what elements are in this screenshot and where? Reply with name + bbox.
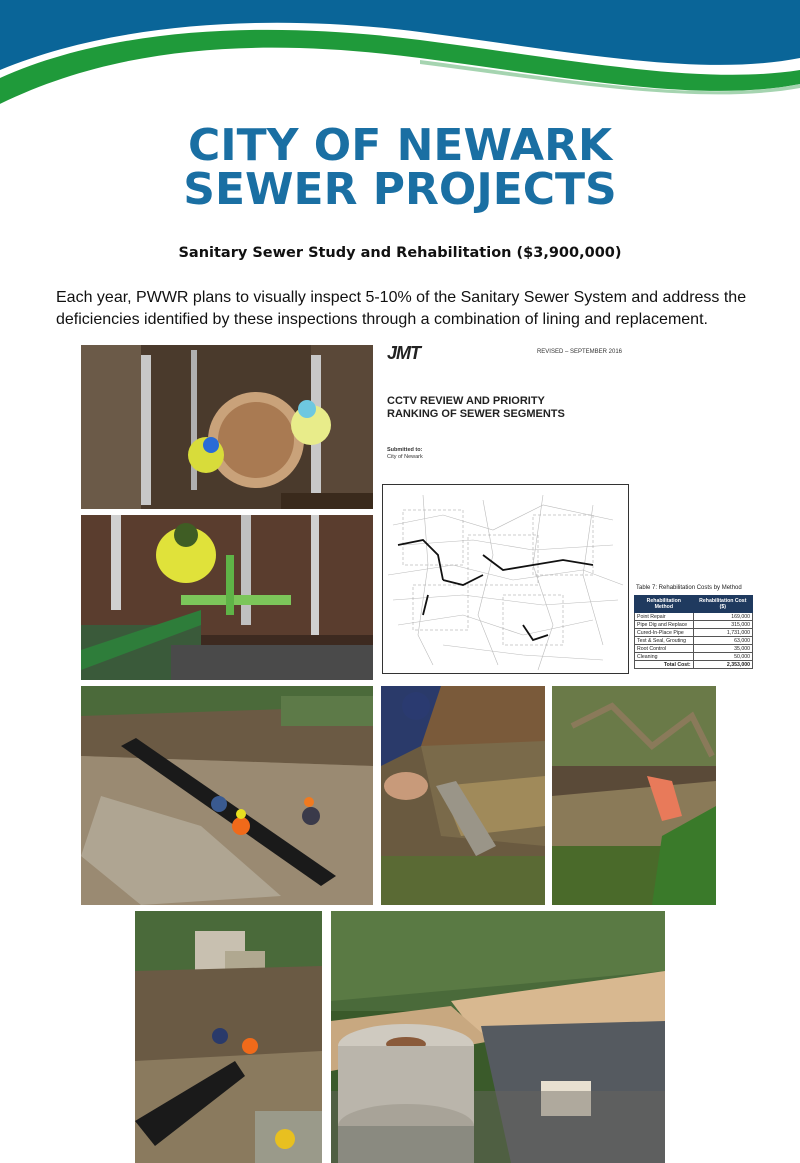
table-row	[635, 645, 753, 653]
table-total-row	[635, 661, 753, 669]
method-cell: Point Repair	[635, 613, 694, 621]
cost-cell: 63,000	[693, 637, 752, 645]
report-title-line-1: CCTV REVIEW AND PRIORITY	[387, 395, 545, 407]
total-value: 2,353,000	[693, 661, 752, 669]
project-description: Each year, PWWR plans to visually inspect 5-10% of the Sanitary Sewer System and address the deficiencies identified by these inspections through a combination of lining and replacement.	[56, 289, 747, 328]
table-row	[635, 653, 753, 661]
jmt-logo: JMT	[387, 343, 420, 363]
submitted-to: City of Newark	[387, 454, 423, 460]
total-label: Total Cost:	[635, 661, 694, 669]
submitted-label: Submitted to:	[387, 447, 423, 453]
title-line-2: SEWER PROJECTS	[183, 164, 617, 215]
photo-vault-worker	[81, 515, 373, 680]
table-row	[635, 637, 753, 645]
table-row	[635, 629, 753, 637]
cost-cell: 315,000	[693, 621, 752, 629]
col-method-header: Rehabilitation Method	[635, 596, 694, 613]
method-cell: Cured-In-Place Pipe	[635, 629, 694, 637]
method-cell: Cleaning	[635, 653, 694, 661]
title-line-1: CITY OF NEWARK	[187, 120, 613, 171]
table-header-row	[635, 596, 753, 613]
report-title	[387, 395, 565, 421]
cost-cell: 50,000	[693, 653, 752, 661]
rehab-cost-table	[634, 595, 753, 669]
photo-stream-bank	[552, 686, 716, 905]
report-submitted	[387, 447, 423, 461]
sewer-segment-map	[382, 484, 629, 674]
photo-pump-station-pipe	[135, 911, 322, 1163]
table-row	[635, 621, 753, 629]
cost-cell: 169,000	[693, 613, 752, 621]
report-cover	[383, 343, 630, 483]
report-title-line-2: RANKING OF SEWER SEGMENTS	[387, 408, 565, 420]
photo-manhole-riprap	[331, 911, 665, 1163]
report-revised-date: REVISED – SEPTEMBER 2016	[536, 349, 622, 355]
photo-manhole-interior	[81, 345, 373, 509]
page-title	[0, 120, 800, 215]
photo-trench-pipe-install	[81, 686, 373, 905]
header-wave-banner	[0, 0, 800, 120]
col-cost-header: Rehabilitation Cost ($)	[693, 596, 752, 613]
table-row	[635, 613, 753, 621]
method-cell: Root Control	[635, 645, 694, 653]
cost-table-caption: Table 7: Rehabilitation Costs by Method	[636, 585, 742, 591]
method-cell: Test & Seal, Grouting	[635, 637, 694, 645]
cost-cell: 35,000	[693, 645, 752, 653]
method-cell: Pipe Dig and Replace	[635, 621, 694, 629]
cost-cell: 1,731,000	[693, 629, 752, 637]
photo-creek-pipe-inspection	[381, 686, 545, 905]
project-heading: Sanitary Sewer Study and Rehabilitation ($3,900,000)	[178, 245, 622, 261]
